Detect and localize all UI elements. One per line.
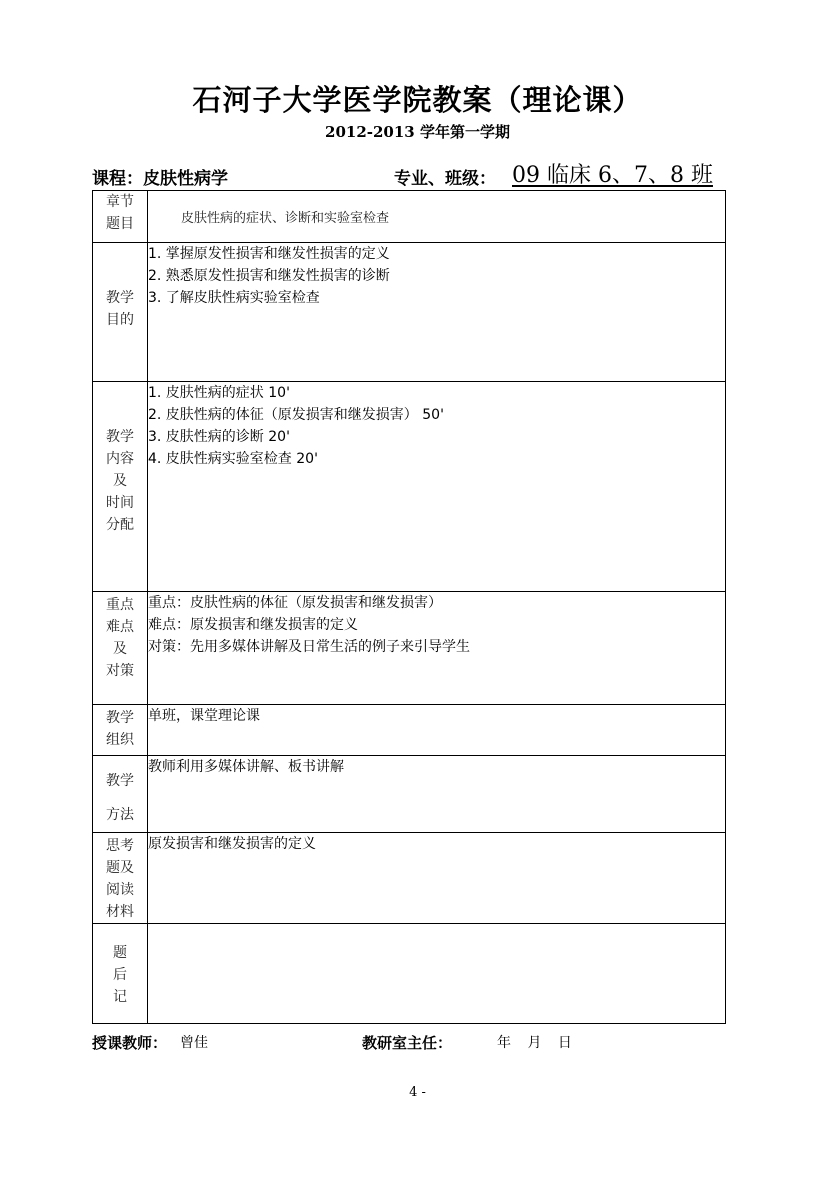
key-point-line: 重点：皮肤性病的体征（原发损害和继发损害） xyxy=(148,595,442,611)
row-thinking xyxy=(93,833,726,924)
chapter-title: 皮肤性病的症状、诊断和实验室检查 xyxy=(181,211,390,226)
list-item: 2. 皮肤性病的体征（原发损害和继发损害） 50' xyxy=(148,407,444,423)
label-content: 教学 内容 及 时间 分配 xyxy=(93,382,148,592)
method-cell xyxy=(148,756,726,833)
course-line xyxy=(92,158,728,188)
row-chapter xyxy=(93,191,726,243)
label-objectives: 教学 目的 xyxy=(93,243,148,382)
row-objectives xyxy=(93,243,726,382)
semester-subtitle: 2012-2013 学年第一学期 xyxy=(325,123,510,141)
strategy-line: 对策：先用多媒体讲解及日常生活的例子来引导学生 xyxy=(148,639,470,655)
row-postscript xyxy=(93,924,726,1024)
row-content xyxy=(93,382,726,592)
content-cell xyxy=(148,382,726,592)
postscript-cell xyxy=(148,924,726,1024)
objectives-cell xyxy=(148,243,726,382)
teacher-name: 曾佳 xyxy=(180,1035,208,1051)
department-head-label: 教研室主任： xyxy=(362,1034,453,1052)
key-points-cell xyxy=(148,592,726,705)
course-label: 课程：皮肤性病学 xyxy=(92,169,228,189)
lesson-plan-table xyxy=(92,190,726,1024)
row-organization xyxy=(93,705,726,756)
date-field: 年 月 日 xyxy=(497,1035,572,1051)
thinking-text: 原发损害和继发损害的定义 xyxy=(148,836,316,852)
label-organization: 教学 组织 xyxy=(93,705,148,756)
organization-text: 单班，课堂理论课 xyxy=(148,708,260,724)
list-item: 4. 皮肤性病实验室检查 20' xyxy=(148,451,318,467)
chapter-title-cell xyxy=(148,191,726,243)
method-text: 教师利用多媒体讲解、板书讲解 xyxy=(148,759,344,775)
major-class-label: 专业、班级： xyxy=(394,169,496,189)
row-key-points xyxy=(93,592,726,705)
major-class-value: 09 临床 6、7、8 班 xyxy=(512,163,713,188)
page-number: 4 - xyxy=(409,1085,426,1100)
label-chapter: 章节 题目 xyxy=(93,191,148,243)
list-item: 1. 皮肤性病的症状 10' xyxy=(148,385,290,401)
row-method xyxy=(93,756,726,833)
thinking-cell xyxy=(148,833,726,924)
label-thinking: 思考 题及 阅读 材料 xyxy=(93,833,148,924)
difficulty-line: 难点：原发损害和继发损害的定义 xyxy=(148,617,358,633)
document-title: 石河子大学医学院教案（理论课） xyxy=(192,83,643,117)
label-postscript: 题 后 记 xyxy=(93,924,148,1024)
list-item: 3. 了解皮肤性病实验室检查 xyxy=(148,290,320,306)
list-item: 1. 掌握原发性损害和继发性损害的定义 xyxy=(148,246,390,262)
footer xyxy=(92,1032,732,1056)
list-item: 2. 熟悉原发性损害和继发性损害的诊断 xyxy=(148,268,390,284)
list-item: 3. 皮肤性病的诊断 20' xyxy=(148,429,290,445)
teacher-label: 授课教师： xyxy=(92,1034,168,1052)
organization-cell xyxy=(148,705,726,756)
label-key-points: 重点 难点 及 对策 xyxy=(93,592,148,705)
label-method: 教学 方法 xyxy=(93,756,148,833)
